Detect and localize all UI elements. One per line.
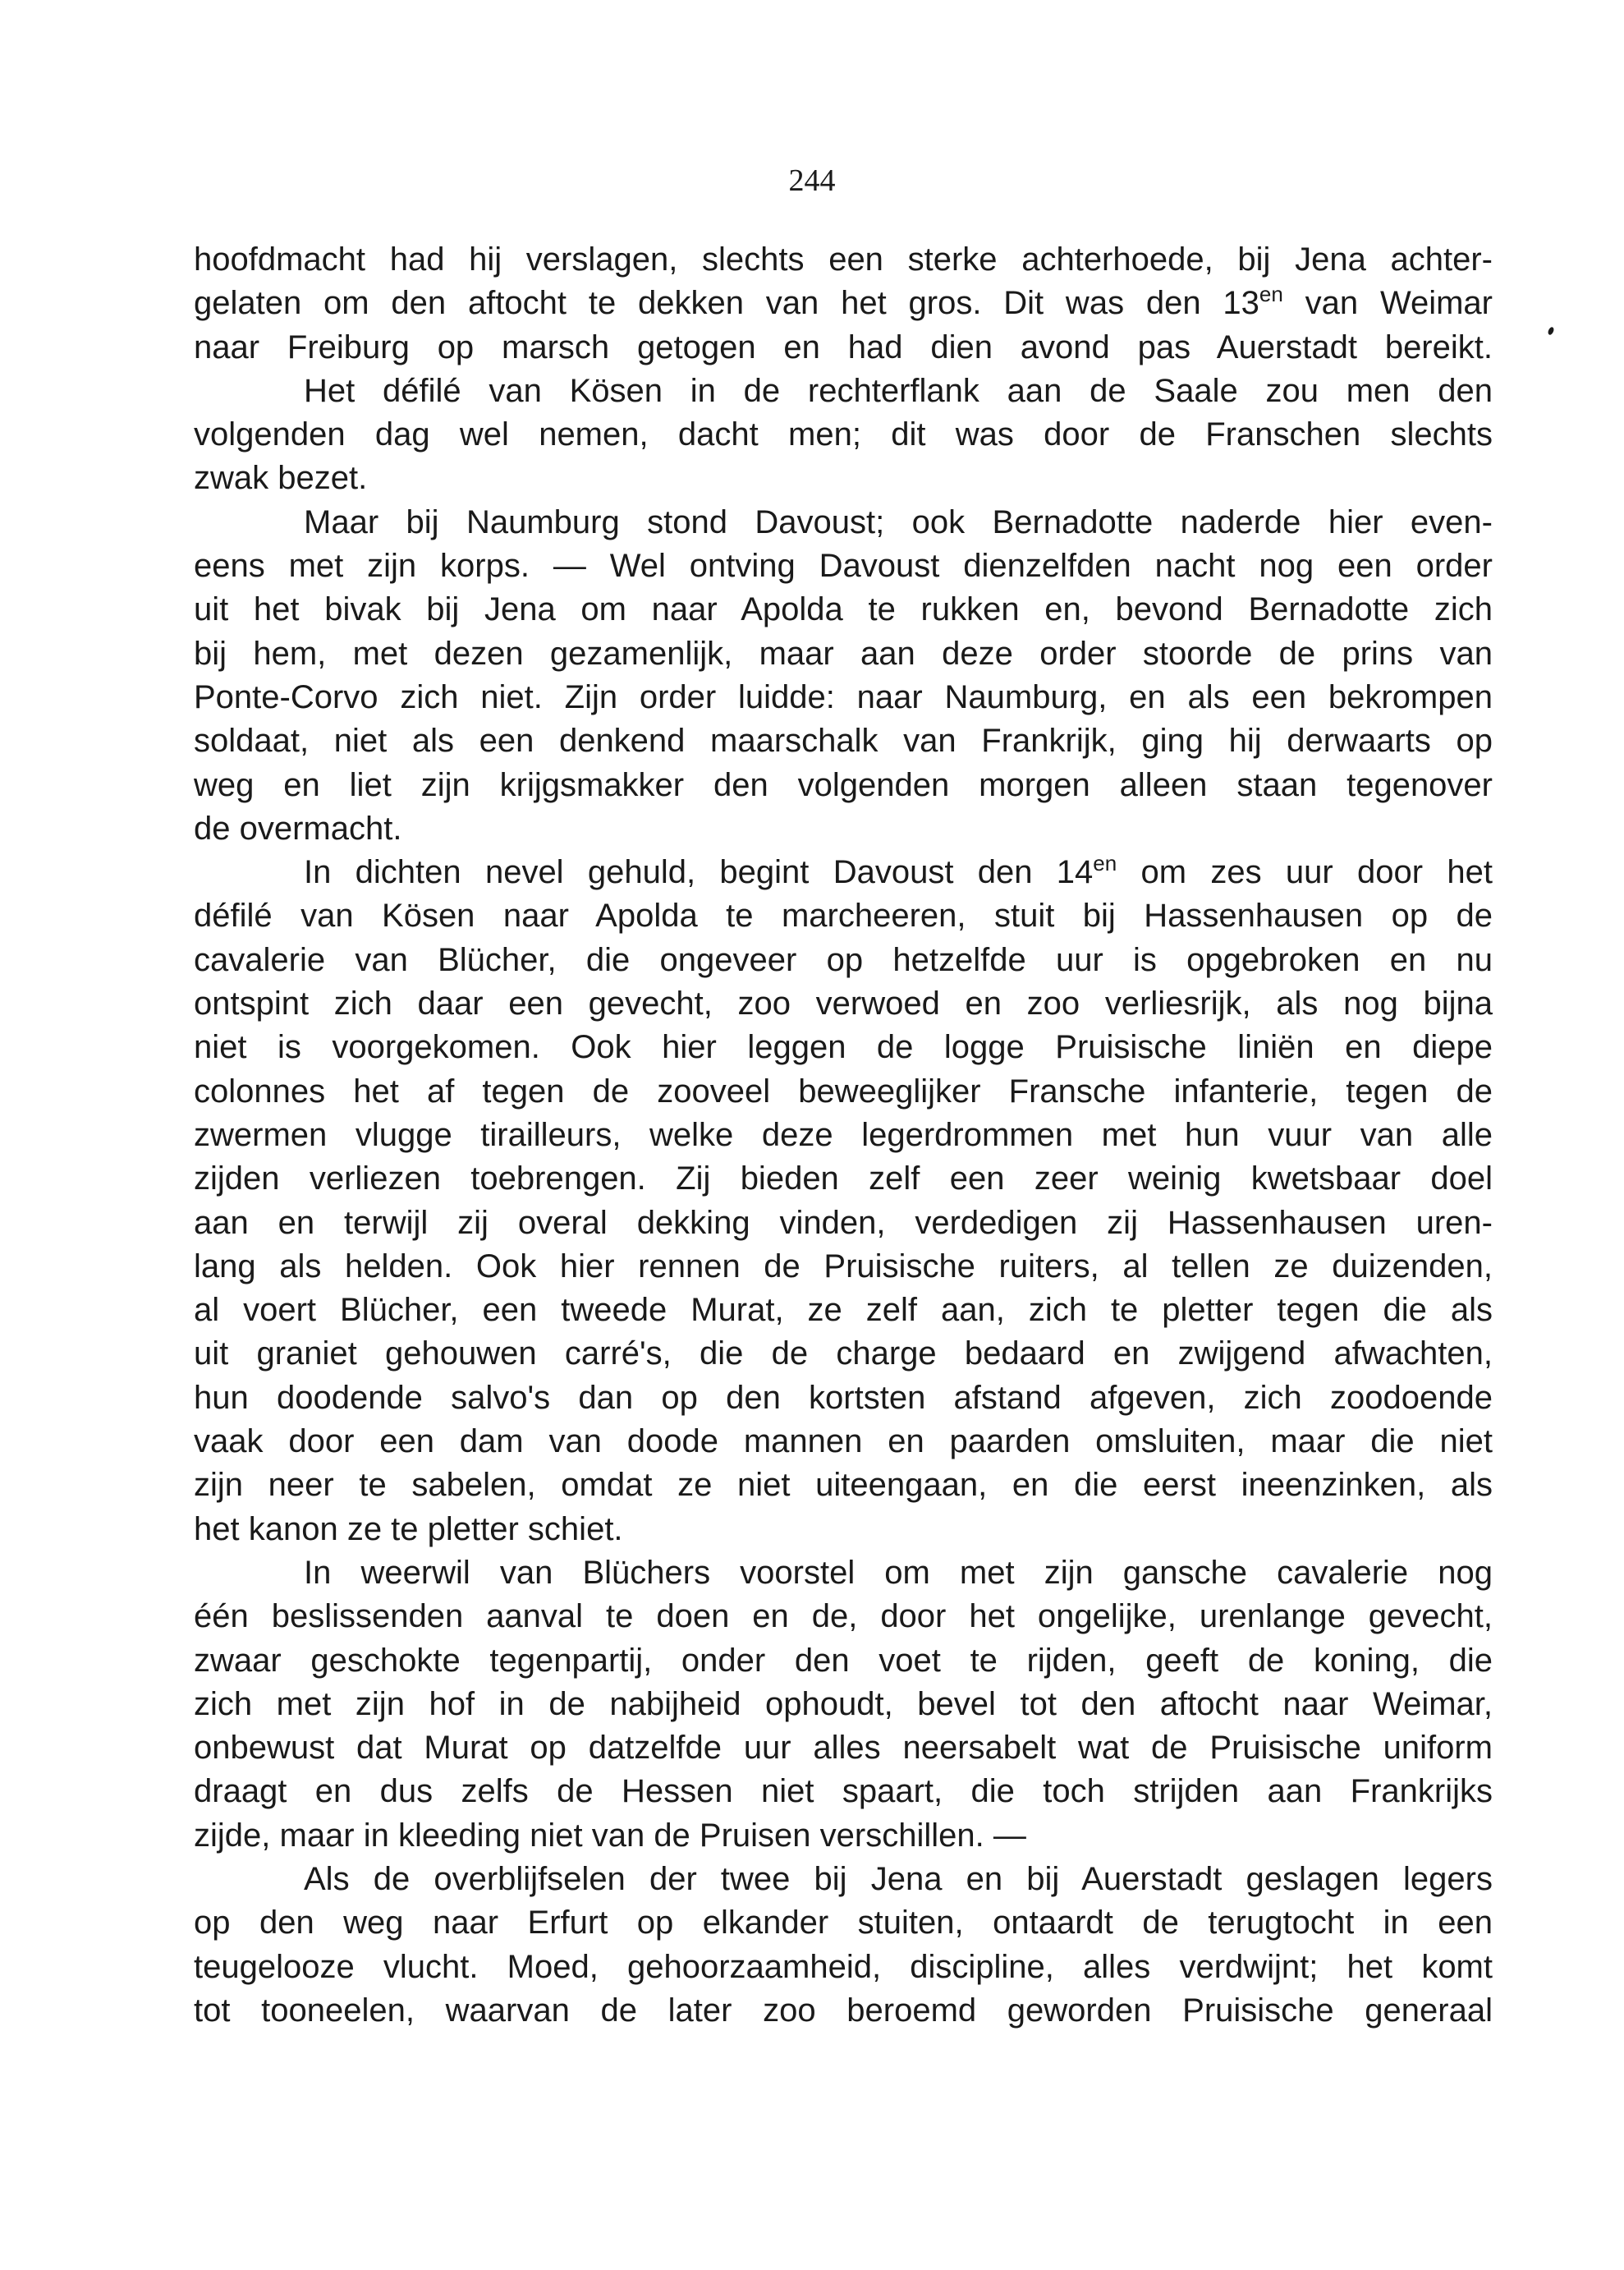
text-line-content: hun doodende salvo's dan op den kortsten afstand afgeven, zich zoodoende xyxy=(194,1379,1493,1416)
text-line xyxy=(194,1157,1493,1201)
ink-speck xyxy=(1547,326,1555,336)
text-line-content: colonnes het af tegen de zooveel beweeglijker Fransche infanterie, tegen de xyxy=(194,1073,1493,1110)
text-line xyxy=(194,939,1493,982)
text-line-continuation: van Weimar xyxy=(1282,285,1493,322)
text-line-content: défilé van Kösen naar Apolda te marcheeren, stuit bij Hassenhausen op de xyxy=(194,898,1493,935)
text-line-content: ontspint zich daar een gevecht, zoo verwoed en zoo verliesrijk, als nog bijna xyxy=(194,986,1493,1022)
text-line xyxy=(194,1639,1493,1683)
text-line-content: Als de overblijfselen der twee bij Jena en bij Auerstadt geslagen legers xyxy=(304,1860,1493,1897)
text-line xyxy=(194,413,1493,457)
text-line-content: uit graniet gehouwen carré's, die de charge bedaard en zwijgend afwachten, xyxy=(194,1335,1493,1372)
text-line xyxy=(194,1595,1493,1638)
text-line xyxy=(194,1508,1493,1551)
text-line xyxy=(194,1551,1493,1595)
text-line-content: vaak door een dam van doode mannen en paarden omsluiten, maar die niet xyxy=(194,1423,1493,1460)
text-line xyxy=(194,1946,1493,1989)
text-line xyxy=(194,982,1493,1026)
text-line-content: op den weg naar Erfurt op elkander stuiten, ontaardt de terugtocht in een xyxy=(194,1905,1493,1941)
text-line-content: Het défilé van Kösen in de rechterflank aan de Saale zou men den xyxy=(304,372,1493,409)
text-line xyxy=(194,370,1493,413)
text-line-content: zijde, maar in kleeding niet van de Pruisen verschillen. — xyxy=(194,1817,1026,1854)
text-line xyxy=(194,1989,1493,2033)
text-line xyxy=(194,1289,1493,1332)
text-line xyxy=(194,1770,1493,1813)
text-line-content: zwermen vlugge tirailleurs, welke deze legerdrommen met hun vuur van alle xyxy=(194,1116,1493,1153)
text-line-content: weg en liet zijn krijgsmakker den volgenden morgen alleen staan tegenover xyxy=(194,766,1493,803)
text-line-content: onbewust dat Murat op datzelfde uur alles neersabelt wat de Pruisische uniform xyxy=(194,1730,1493,1767)
text-line-continuation: om zes uur door het xyxy=(1117,854,1493,891)
text-line-content: naar Freiburg op marsch getogen en had dien avond pas Auerstadt bereikt. xyxy=(194,329,1493,365)
text-line xyxy=(194,1026,1493,1069)
text-line xyxy=(194,807,1493,851)
text-line-content: al voert Blücher, een tweede Murat, ze zelf aan, zich te pletter tegen die als xyxy=(194,1292,1493,1329)
text-line xyxy=(194,894,1493,938)
text-line xyxy=(194,1420,1493,1464)
text-line-content: zijn neer te sabelen, omdat ze niet uiteengaan, en die eerst ineenzinken, als xyxy=(194,1467,1493,1504)
text-line-content: gelaten om den aftocht te dekken van het gros. Dit was den 13 xyxy=(194,285,1259,322)
text-line-content: Maar bij Naumburg stond Davoust; ook Bernadotte naderde hier even- xyxy=(304,503,1493,540)
text-line xyxy=(194,1726,1493,1770)
ordinal-superscript: en xyxy=(1093,851,1117,876)
text-line xyxy=(194,1070,1493,1114)
text-line xyxy=(194,326,1493,370)
text-line xyxy=(194,1332,1493,1376)
text-line-content: eens met zijn korps. — Wel ontving Davoust dienzelfden nacht nog een order xyxy=(194,548,1493,585)
text-line-content: uit het bivak bij Jena om naar Apolda te rukken en, bevond Bernadotte zich xyxy=(194,591,1493,628)
text-line-content: bij hem, met dezen gezamenlijk, maar aan deze order stoorde de prins van xyxy=(194,635,1493,672)
text-line-content: In weerwil van Blüchers voorstel om met zijn gansche cavalerie nog xyxy=(304,1554,1493,1591)
text-line xyxy=(194,588,1493,632)
text-line xyxy=(194,1683,1493,1726)
text-line xyxy=(194,719,1493,763)
text-line xyxy=(194,238,1493,282)
body-text xyxy=(194,238,1493,2033)
text-line xyxy=(194,632,1493,676)
text-line-content: hoofdmacht had hij verslagen, slechts een sterke achterhoede, bij Jena achter- xyxy=(194,241,1493,278)
text-line xyxy=(194,1376,1493,1420)
text-line-content: tot tooneelen, waarvan de later zoo beroemd geworden Pruisische generaal xyxy=(194,1992,1493,2029)
text-line xyxy=(194,501,1493,545)
ordinal-superscript: en xyxy=(1259,282,1283,307)
text-line xyxy=(194,282,1493,325)
text-line-content: In dichten nevel gehuld, begint Davoust den 14 xyxy=(304,854,1094,891)
text-line xyxy=(194,1814,1493,1858)
text-line xyxy=(194,1858,1493,1901)
text-line-content: aan en terwijl zij overal dekking vinden, verdedigen zij Hassenhausen uren- xyxy=(194,1204,1493,1241)
text-line-content: de overmacht. xyxy=(194,810,402,847)
text-line-content: niet is voorgekomen. Ook hier leggen de logge Pruisische liniën en diepe xyxy=(194,1029,1493,1066)
text-line xyxy=(194,764,1493,807)
text-line xyxy=(194,1464,1493,1507)
text-line xyxy=(194,545,1493,588)
page-number: 244 xyxy=(788,163,836,198)
text-line-content: zwak bezet. xyxy=(194,460,368,497)
text-line-content: één beslissenden aanval te doen en de, door het ongelijke, urenlange gevecht, xyxy=(194,1598,1493,1635)
text-line-content: Ponte-Corvo zich niet. Zijn order luidde: naar Naumburg, en als een bekrompen xyxy=(194,678,1493,715)
text-line xyxy=(194,1245,1493,1289)
text-line xyxy=(194,1901,1493,1945)
text-line xyxy=(194,1114,1493,1157)
text-line-content: volgenden dag wel nemen, dacht men; dit was door de Franschen slechts xyxy=(194,416,1493,453)
text-line-content: soldaat, niet als een denkend maarschalk van Frankrijk, ging hij derwaarts op xyxy=(194,723,1493,760)
text-line-content: draagt en dus zelfs de Hessen niet spaart, die toch strijden aan Frankrijks xyxy=(194,1773,1493,1810)
text-line xyxy=(194,457,1493,500)
text-line-content: lang als helden. Ook hier rennen de Pruisische ruiters, al tellen ze duizenden, xyxy=(194,1248,1493,1284)
text-line-content: zwaar geschokte tegenpartij, onder den voet te rijden, geeft de koning, die xyxy=(194,1642,1493,1679)
text-line-content: teugelooze vlucht. Moed, gehoorzaamheid, discipline, alles verdwijnt; het komt xyxy=(194,1948,1493,1985)
text-line-content: het kanon ze te pletter schiet. xyxy=(194,1510,623,1547)
text-line xyxy=(194,676,1493,719)
text-line xyxy=(194,1202,1493,1245)
text-line-content: zijden verliezen toebrengen. Zij bieden zelf een zeer weinig kwetsbaar doel xyxy=(194,1160,1493,1197)
text-line-content: cavalerie van Blücher, die ongeveer op hetzelfde uur is opgebroken en nu xyxy=(194,941,1493,978)
text-line-content: zich met zijn hof in de nabijheid ophoudt, bevel tot den aftocht naar Weimar, xyxy=(194,1685,1493,1722)
text-line xyxy=(194,851,1493,894)
